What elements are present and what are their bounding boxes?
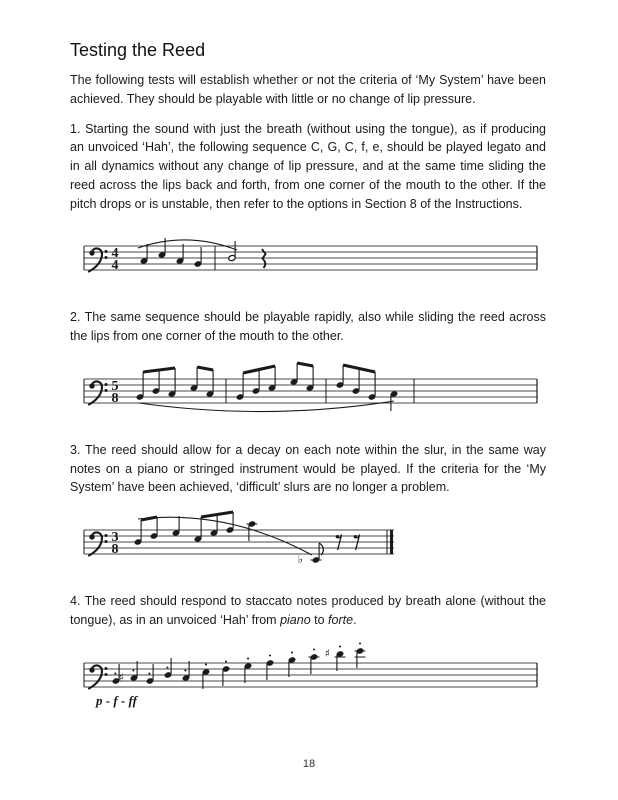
music-staff-3 (82, 508, 546, 582)
instruction-4-period: . (353, 612, 357, 627)
music-notation-svg-1 (82, 224, 552, 298)
dynamic-term-forte: forte (328, 612, 354, 627)
svg-text:♯: ♯ (324, 646, 330, 660)
svg-text:♯: ♯ (118, 670, 124, 684)
instruction-4-text: 4. The reed should respond to staccato notes produced by breath alone (without the tongue), as in an unvoiced ‘Hah’ from (70, 594, 546, 627)
svg-text:p - f - ff: p - f - ff (96, 692, 137, 708)
music-notation-svg-3 (82, 508, 552, 582)
instruction-4-connector: to (310, 612, 329, 627)
page-title: Testing the Reed (70, 40, 206, 60)
svg-text:4: 4 (111, 258, 119, 274)
svg-text:4: 4 (111, 246, 119, 262)
test-instruction-2: 2. The same sequence should be playable rapidly, also while sliding the reed across the lips from one corner of the mouth to the other. (70, 310, 546, 343)
svg-text:5: 5 (111, 378, 119, 394)
svg-text:8: 8 (111, 390, 119, 406)
music-notation-svg-4 (82, 641, 552, 715)
music-staff-4 (82, 641, 546, 715)
page-number: 18 (302, 758, 316, 770)
music-staff-2 (82, 357, 546, 431)
test-instruction-1: 1. Starting the sound with just the breath (without using the tongue), as if producing an unvoiced ‘Hah’, the following sequence C, G, C, f, e, should be played legato and in all dynamics without any change of lip pressure, and at the same time sliding the reed across the lips back and forth, from one corner of the mouth to the other. If the pitch drops or is unstable, then refer to the options in Section 8 of the Instructions. (70, 121, 546, 211)
dynamic-term-piano: piano (280, 612, 311, 627)
intro-paragraph: The following tests will establish whether or not the criteria of ‘My System’ have been achieved. They should be playable with little or no change of lip pressure. (70, 73, 546, 106)
svg-text:8: 8 (111, 542, 119, 557)
test-instruction-3: 3. The reed should allow for a decay on each note within the slur, in the same way notes on a piano or stringed instrument would be played. If the criteria for the ‘My System’ have been achieved, ‘difficult’ slurs are no longer a problem. (70, 442, 546, 495)
svg-text:3: 3 (111, 530, 119, 545)
music-notation-svg-2 (82, 357, 552, 431)
test-instruction-4 (70, 592, 546, 630)
svg-text:♭: ♭ (297, 553, 303, 566)
music-staff-1 (82, 224, 546, 298)
